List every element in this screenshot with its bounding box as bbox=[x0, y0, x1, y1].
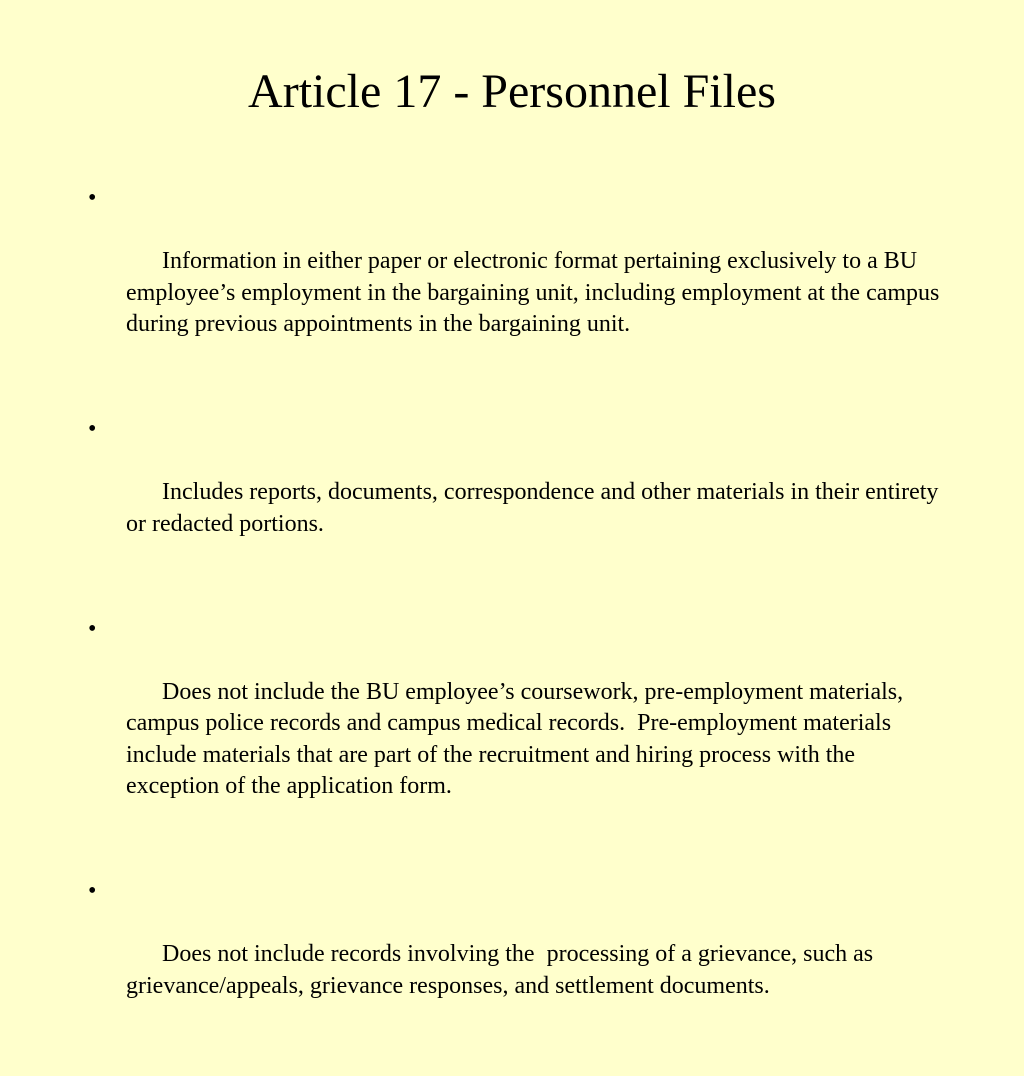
slide-title: Article 17 - Personnel Files bbox=[248, 65, 776, 118]
bullet-item bbox=[86, 614, 946, 835]
bullet-icon: • bbox=[88, 185, 97, 211]
bullet-text: Does not include records involving the processing of a grievance, such as grievance/appeals, grievance responses, and settlement documents. bbox=[126, 941, 880, 999]
bullet-text: Does not include the BU employee’s coursework, pre-employment materials, campus police records and campus medical records. Pre-employment materials include materials that are part of the recruitment and hiring process with the exception of the application form. bbox=[126, 678, 910, 799]
bullet-text: Includes reports, documents, correspondence and other materials in their entirety or redacted portions. bbox=[126, 479, 945, 537]
bullet-icon: • bbox=[88, 416, 97, 442]
bullet-icon: • bbox=[88, 615, 97, 642]
bullet-item bbox=[86, 183, 946, 372]
bullet-text: Information in either paper or electronic format pertaining exclusively to a BU employee’s employment in the bargaining unit, including employment at the campus during previous appointments in the bargaining unit. bbox=[126, 248, 946, 337]
bullet-icon: • bbox=[88, 878, 97, 904]
bullet-item bbox=[86, 414, 946, 572]
bullet-list bbox=[86, 183, 946, 1076]
bullet-item bbox=[86, 876, 946, 1034]
